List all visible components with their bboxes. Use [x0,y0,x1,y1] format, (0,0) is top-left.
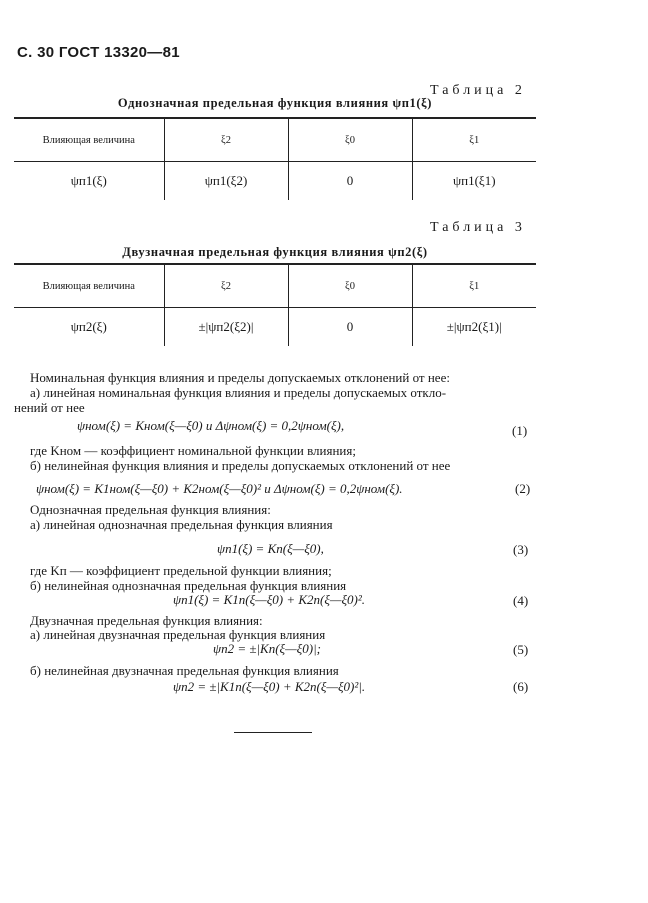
table-cell: ψп1(ξ2) [164,162,288,201]
table-cell: ±|ψп2(ξ1)| [412,308,536,347]
formula-1: ψном(ξ) = Kном(ξ—ξ0) и Δψном(ξ) = 0,2ψном(ξ), [77,418,345,433]
table-header-cell: ξ1 [412,118,536,162]
table-header-cell: ξ2 [164,264,288,308]
paragraph-line: б) нелинейная однозначная предельная функция влияния [30,578,347,593]
formula-4: ψп1(ξ) = K1п(ξ—ξ0) + K2п(ξ—ξ0)². [173,592,366,607]
page-header: С. 30 ГОСТ 13320—81 [17,44,180,61]
table-header-cell: Влияющая величина [14,264,164,308]
table-cell: ψп2(ξ) [14,308,164,347]
table-3-title: Двузначная предельная функция влияния ψп2(ξ) [122,245,428,259]
table-cell: 0 [288,308,412,347]
paragraph-line: нений от нее [14,400,85,415]
paragraph-line: Однозначная предельная функция влияния: [30,502,271,517]
table-2 [14,117,536,200]
equation-number: (1) [512,423,528,438]
table-cell: 0 [288,162,412,201]
table-cell: ψп1(ξ1) [412,162,536,201]
formula-3: ψп1(ξ) = Kп(ξ—ξ0), [217,541,324,556]
table-header-row [14,118,536,162]
formula-5: ψп2 = ±|Kп(ξ—ξ0)|; [213,641,321,656]
table-3 [14,263,536,346]
equation-number: (3) [513,542,529,557]
table-cell: ±|ψп2(ξ2)| [164,308,288,347]
equation-number: (4) [513,593,529,608]
equation-number: (6) [513,679,529,694]
paragraph-line: б) нелинейная функция влияния и пределы допускаемых отклонений от нее [30,458,451,473]
table-2-title: Однозначная предельная функция влияния ψп1(ξ) [117,96,433,110]
paragraph-line: а) линейная однозначная предельная функция влияния [30,517,333,532]
paragraph-line: а) линейная номинальная функция влияния и пределы допускаемых откло- [30,385,447,400]
table-3-label: Таблица 3 [430,220,526,235]
table-header-cell: ξ1 [412,264,536,308]
table-header-row [14,264,536,308]
paragraph-line: б) нелинейная двузначная предельная функция влияния [30,663,339,678]
table-header-cell: ξ0 [288,118,412,162]
table-header-cell: ξ0 [288,264,412,308]
paragraph-line: а) линейная двузначная предельная функция влияния [30,627,326,642]
paragraph-line: где Kном — коэффициент номинальной функции влияния; [30,443,356,458]
table-row [14,308,536,347]
table-row [14,162,536,201]
formula-6: ψп2 = ±|K1п(ξ—ξ0) + K2п(ξ—ξ0)²|. [173,679,366,694]
end-rule [234,732,312,733]
equation-number: (2) [515,481,531,496]
table-cell: ψп1(ξ) [14,162,164,201]
paragraph-line: Двузначная предельная функция влияния: [30,613,263,628]
equation-number: (5) [513,642,529,657]
table-header-cell: Влияющая величина [14,118,164,162]
paragraph-line: Номинальная функция влияния и пределы допускаемых отклонений от нее: [30,370,450,385]
table-header-cell: ξ2 [164,118,288,162]
paragraph-line: где Kп — коэффициент предельной функции влияния; [30,563,332,578]
formula-2: ψном(ξ) = K1ном(ξ—ξ0) + K2ном(ξ—ξ0)² и Δψном(ξ) = 0,2ψном(ξ). [36,481,403,496]
table-2-label: Таблица 2 [430,83,526,98]
